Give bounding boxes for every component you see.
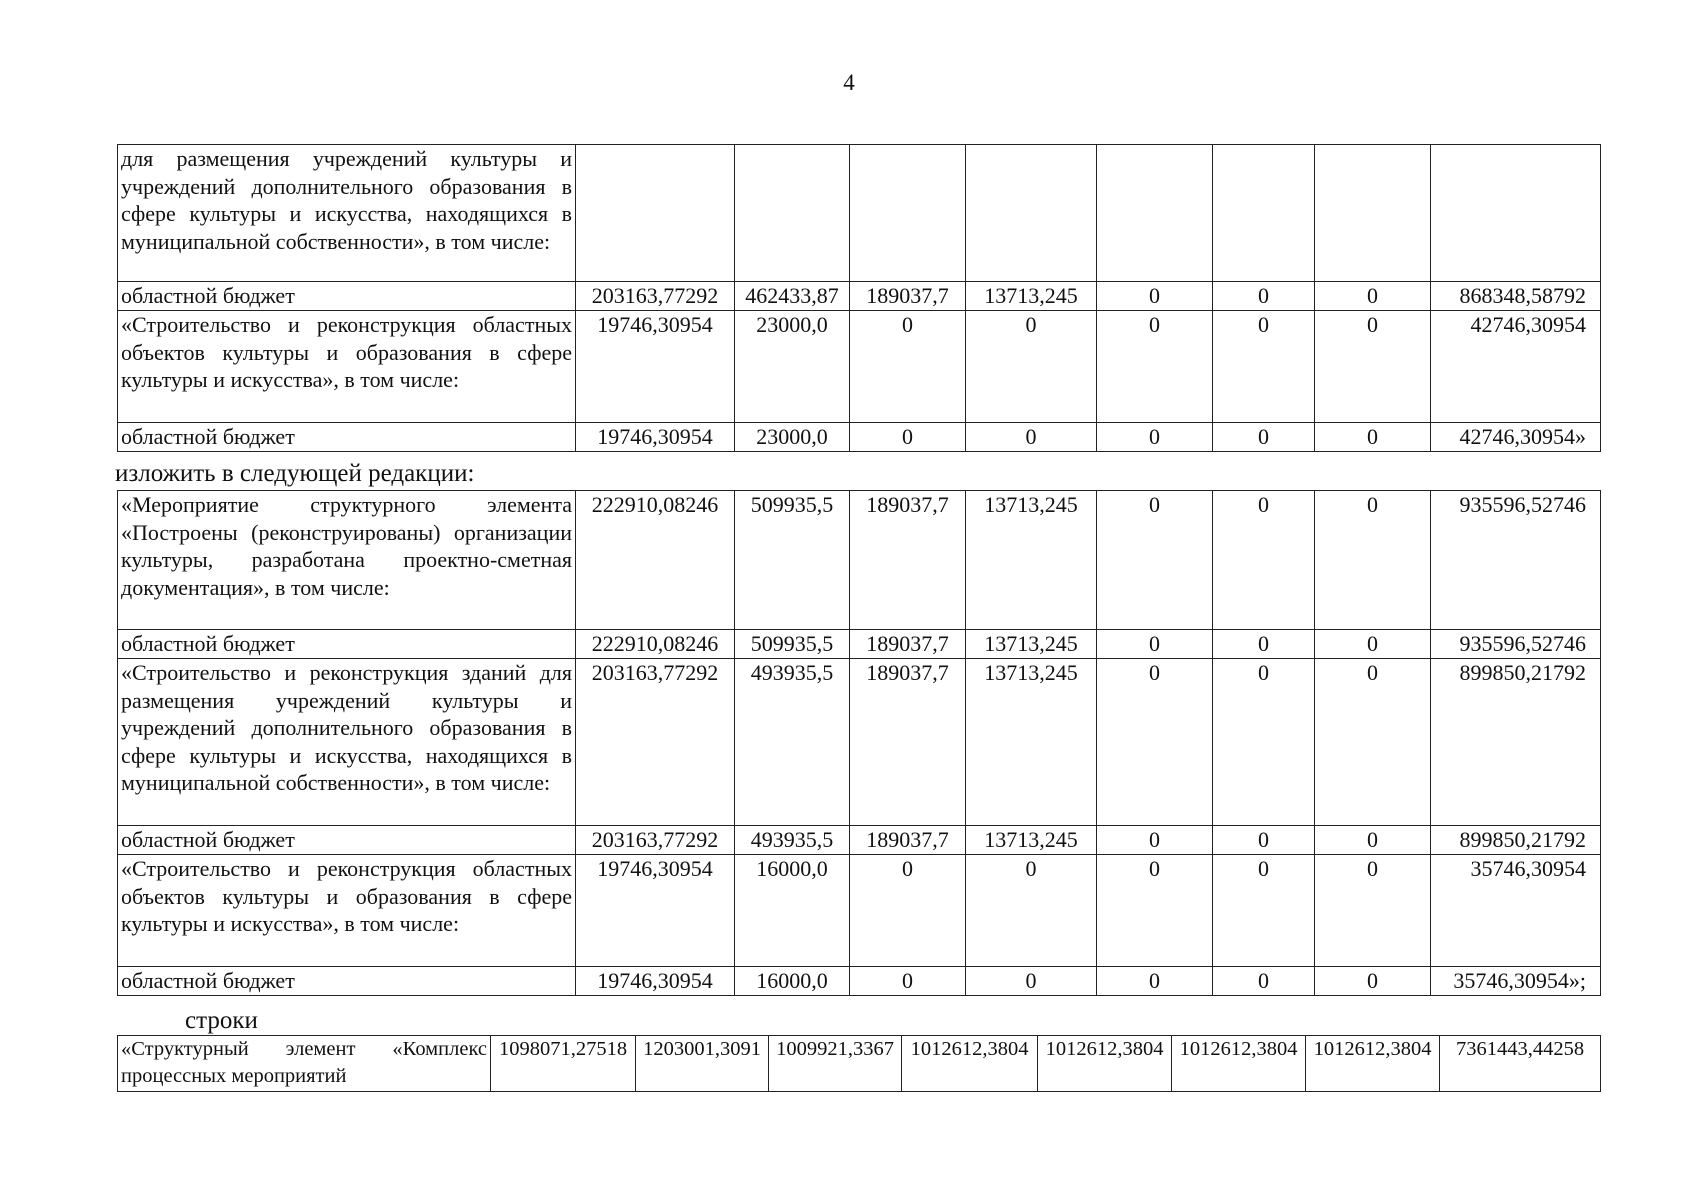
value-cell: 0	[1315, 311, 1431, 423]
value-cell	[966, 145, 1097, 282]
value-cell: 16000,0	[735, 855, 850, 967]
row-label: областной бюджет	[118, 826, 576, 855]
value-cell: 35746,30954	[1431, 855, 1601, 967]
value-cell: 13713,245	[966, 659, 1097, 826]
value-cell: 462433,87	[735, 282, 850, 311]
value-cell: 189037,7	[850, 491, 966, 630]
table-row	[118, 282, 1601, 311]
table-row	[118, 145, 1601, 282]
value-cell: 493935,5	[735, 826, 850, 855]
value-cell: 0	[1097, 855, 1213, 967]
value-cell: 0	[850, 855, 966, 967]
row-label: областной бюджет	[118, 967, 576, 996]
value-cell	[576, 145, 735, 282]
value-cell: 0	[1213, 855, 1315, 967]
value-cell: 1012612,3804	[1172, 1036, 1306, 1092]
value-cell: 1009921,3367	[769, 1036, 902, 1092]
value-cell: 0	[1315, 967, 1431, 996]
value-cell: 0	[1097, 282, 1213, 311]
value-cell: 42746,30954»	[1431, 423, 1601, 452]
value-cell: 509935,5	[735, 630, 850, 659]
row-label: областной бюджет	[118, 423, 576, 452]
value-cell: 868348,58792	[1431, 282, 1601, 311]
value-cell: 189037,7	[850, 826, 966, 855]
value-cell: 19746,30954	[576, 855, 735, 967]
table-row	[118, 311, 1601, 423]
value-cell: 899850,21792	[1431, 826, 1601, 855]
value-cell: 0	[1213, 282, 1315, 311]
value-cell: 16000,0	[735, 967, 850, 996]
value-cell: 23000,0	[735, 423, 850, 452]
value-cell: 0	[966, 967, 1097, 996]
value-cell	[1097, 145, 1213, 282]
value-cell: 0	[850, 311, 966, 423]
value-cell: 935596,52746	[1431, 630, 1601, 659]
edit-instruction: изложить в следующей редакции:	[115, 460, 475, 487]
value-cell: 0	[1213, 423, 1315, 452]
value-cell: 0	[1097, 491, 1213, 630]
budget-table-rows	[117, 1035, 1601, 1092]
value-cell: 0	[1213, 491, 1315, 630]
value-cell: 7361443,44258	[1440, 1036, 1601, 1092]
rows-heading: строки	[185, 1007, 258, 1034]
row-label: «Строительство и реконструкция областных объектов культуры и образования в сфере культуры и искусства», в том числе:	[118, 855, 576, 967]
value-cell: 13713,245	[966, 630, 1097, 659]
table-row	[118, 659, 1601, 826]
value-cell: 0	[1097, 423, 1213, 452]
value-cell: 0	[1213, 630, 1315, 659]
value-cell: 0	[1315, 826, 1431, 855]
value-cell	[735, 145, 850, 282]
value-cell: 0	[1097, 311, 1213, 423]
page-number: 4	[843, 70, 855, 95]
value-cell: 35746,30954»;	[1431, 967, 1601, 996]
table-row	[118, 855, 1601, 967]
value-cell: 1098071,27518	[491, 1036, 636, 1092]
value-cell: 189037,7	[850, 282, 966, 311]
value-cell: 13713,245	[966, 491, 1097, 630]
value-cell: 0	[966, 423, 1097, 452]
value-cell: 0	[966, 855, 1097, 967]
value-cell: 19746,30954	[576, 311, 735, 423]
value-cell: 0	[1315, 659, 1431, 826]
budget-table-new	[117, 490, 1601, 996]
value-cell: 42746,30954	[1431, 311, 1601, 423]
table-row	[118, 630, 1601, 659]
row-label: областной бюджет	[118, 282, 576, 311]
value-cell: 19746,30954	[576, 967, 735, 996]
value-cell: 0	[850, 967, 966, 996]
value-cell	[1213, 145, 1315, 282]
value-cell: 0	[1097, 659, 1213, 826]
table-row	[118, 491, 1601, 630]
value-cell: 19746,30954	[576, 423, 735, 452]
row-label: «Мероприятие структурного элемента «Построены (реконструированы) организации культуры, разработана проектно-сметная документация», в том числе:	[118, 491, 576, 630]
value-cell: 189037,7	[850, 659, 966, 826]
value-cell: 0	[1315, 423, 1431, 452]
value-cell: 899850,21792	[1431, 659, 1601, 826]
value-cell	[1431, 145, 1601, 282]
value-cell: 0	[1097, 967, 1213, 996]
table-row	[118, 967, 1601, 996]
value-cell	[850, 145, 966, 282]
budget-table-old	[117, 144, 1601, 452]
value-cell: 222910,08246	[576, 491, 735, 630]
row-label: для размещения учреждений культуры и учреждений дополнительного образования в сфере культуры и искусства, находящихся в муниципальной собственности», в том числе:	[118, 145, 576, 282]
value-cell: 222910,08246	[576, 630, 735, 659]
value-cell: 493935,5	[735, 659, 850, 826]
value-cell: 0	[1315, 282, 1431, 311]
value-cell: 0	[1097, 630, 1213, 659]
value-cell: 935596,52746	[1431, 491, 1601, 630]
table-row	[118, 423, 1601, 452]
value-cell: 0	[1315, 491, 1431, 630]
value-cell: 1203001,3091	[636, 1036, 769, 1092]
value-cell: 0	[1213, 967, 1315, 996]
value-cell: 0	[1213, 659, 1315, 826]
row-label: «Структурный элемент «Комплекс процессных мероприятий	[118, 1036, 491, 1092]
row-label: «Строительство и реконструкция областных объектов культуры и образования в сфере культуры и искусства», в том числе:	[118, 311, 576, 423]
table-row	[118, 1036, 1601, 1092]
value-cell: 203163,77292	[576, 659, 735, 826]
value-cell: 13713,245	[966, 282, 1097, 311]
value-cell: 13713,245	[966, 826, 1097, 855]
value-cell: 203163,77292	[576, 826, 735, 855]
value-cell: 1012612,3804	[1038, 1036, 1172, 1092]
value-cell: 203163,77292	[576, 282, 735, 311]
value-cell: 1012612,3804	[902, 1036, 1038, 1092]
row-label: областной бюджет	[118, 630, 576, 659]
value-cell: 509935,5	[735, 491, 850, 630]
value-cell: 0	[1213, 826, 1315, 855]
value-cell: 23000,0	[735, 311, 850, 423]
value-cell: 0	[850, 423, 966, 452]
value-cell: 0	[1097, 826, 1213, 855]
value-cell: 0	[966, 311, 1097, 423]
value-cell: 0	[1315, 855, 1431, 967]
table-row	[118, 826, 1601, 855]
value-cell	[1315, 145, 1431, 282]
value-cell: 0	[1213, 311, 1315, 423]
value-cell: 1012612,3804	[1306, 1036, 1440, 1092]
row-label: «Строительство и реконструкция зданий для размещения учреждений культуры и учреждений дополнительного образования в сфере культуры и искусства, находящихся в муниципальной собственности», в том числе:	[118, 659, 576, 826]
value-cell: 189037,7	[850, 630, 966, 659]
value-cell: 0	[1315, 630, 1431, 659]
